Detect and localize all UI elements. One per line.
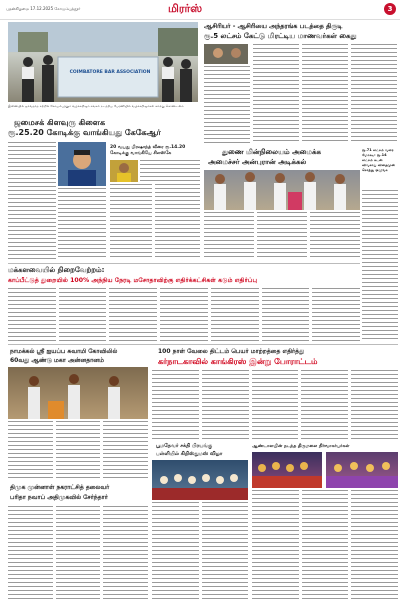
school-article-columns [152, 502, 248, 600]
banner-article-columns [8, 288, 360, 342]
headline-school-line1: பூமதேவர் சக்தி பிரயங்கு [156, 443, 213, 449]
banner-col [109, 288, 157, 342]
temple-photo [8, 367, 148, 419]
inset-text-b [110, 184, 152, 260]
article-ipl-text-col1 [8, 142, 56, 260]
protest-col [301, 370, 348, 440]
photo-caption: இணையில் ஓர்வதந்த சுற்றில் கோயம்புத்தூர் வழக்கறிஞர் சங்கம் நடத்திய பேரணியில் வழக்கறிஞர்கள் கலந்து கொண்டனர். [8, 104, 185, 108]
school-col [202, 502, 249, 600]
blackmail-text-col4 [351, 44, 397, 144]
headline-festival: ஆண்டாளயின் நடந்த திருமலை நிர்வாகர்பர்கள் [252, 444, 350, 449]
festival-photo-2 [326, 452, 398, 488]
headline-dmk-line1: திமுக முன்னாள் நகராட்சித் தலைவர் [10, 484, 110, 491]
divider [8, 344, 398, 345]
blackmail-text-col2 [253, 44, 299, 144]
article-ipl-text-col2 [58, 188, 106, 260]
festival-article-columns [252, 490, 398, 600]
headline-protest-line2: கர்நாடகாவில் காங்கிரஸ் இன்று போராட்டம் [158, 357, 318, 366]
banner-col [211, 288, 259, 342]
festival-col [252, 490, 299, 600]
protest-col [252, 370, 299, 440]
temple-col [103, 421, 148, 481]
temple-col [8, 421, 53, 481]
side-headline-fraud: ரூ.71 லட்சம் வரை மோசடி: ரூ.14 லட்சம் கடன் விவசாய் விதைமுன் சொந்து ஒழுங்க [362, 148, 396, 172]
blackmail-text-col1 [204, 66, 250, 144]
date-line: புதன்கிழமை 17.12.2025 கோயம்புத்தூர் [6, 6, 81, 11]
paper-name: மிரர்ஸ் [168, 2, 203, 15]
blackmail-text-col3 [302, 44, 348, 144]
banner-col [262, 288, 310, 342]
inset-text-c [155, 184, 200, 260]
temple-col [56, 421, 101, 481]
headline-ipl-kkr-line2: ரூ.25.20 கோடிக்கு வாங்கியது கேகேஆர் [8, 128, 161, 137]
school-col [152, 502, 199, 600]
headline-temple-line1: நாமக்கல் ஸ்ரீ ஐயப்ப சுவாமி கோவிலில் [10, 348, 118, 355]
festival-photo-1 [252, 452, 322, 488]
inset-text-a [140, 160, 200, 182]
headline-temple-line2: 60வது ஆண்டு மகா அன்னதானம் [10, 357, 104, 364]
masthead [0, 0, 400, 20]
substation-text-col2 [257, 212, 307, 260]
headline-blackmail-line2: ரூ.5 லட்சம் கேட்டு மிரட்டிய மாணவர்கள் கைது [204, 32, 357, 40]
divider [8, 263, 360, 264]
cricketer-photo [58, 142, 106, 186]
banner-kicker: மக்களவையில் நிறைவேற்றம்: [8, 266, 105, 274]
inset-headline: 20 வயது பிரஷாந்த் வீரை ரூ.14.20 கோடிக்கு வாங்கியே சிஎஸ்கே [110, 145, 186, 156]
headline-school-line2: பள்ளியில் கிறிஸ்துமஸ் விழா [156, 451, 223, 457]
crowd-illustration [8, 22, 198, 102]
headline-ipl-kkr-line1: ஜமைசக் கிளவுரு கிளைக [14, 118, 106, 127]
banner-col [8, 288, 56, 342]
school-photo [152, 460, 248, 500]
substation-text-col3 [310, 212, 360, 260]
substation-photo [204, 170, 360, 210]
headline-blackmail-line1: ஆசிரியர் - ஆசிரியை அந்தரங்க படத்தை திருடி [204, 22, 343, 30]
substation-text-col1 [204, 212, 254, 260]
inset-photo [110, 160, 138, 182]
temple-article-columns [8, 421, 148, 481]
protest-article-columns [152, 370, 398, 440]
headline-substation-line1: துணை மின்நிலையம் அமைக்க [222, 148, 322, 156]
banner-col [59, 288, 107, 342]
dmk-article-columns [8, 506, 148, 600]
headline-dmk-line2: பரிதா நவாப் அதிமுகவில் சேர்ந்தார் [10, 494, 108, 501]
dmk-col [56, 506, 101, 600]
dmk-col [103, 506, 148, 600]
banner-col [312, 288, 360, 342]
protest-col [202, 370, 249, 440]
headline-protest-line1: 100 நாள் வேலை திட்டம் பெயர் மாற்றத்தை எதிர்த்து [158, 348, 305, 355]
dmk-col [8, 506, 53, 600]
banner-headline: காப்பீட்டுத் துறையில் 100% அந்நிய நேரடி மசோதாவிற்கு எதிர்க்கட்சிகள் கடும் எதிர்ப்பு [8, 277, 258, 284]
banner-col [160, 288, 208, 342]
protest-col [351, 370, 398, 440]
photo-banner: COIMBATORE BAR ASSOCIATION [69, 70, 151, 75]
festival-col [351, 490, 398, 600]
headline-substation-line2: அமைச்சர் அன்புரான் அடிக்கல் [208, 158, 307, 166]
side-fraud-text [362, 190, 398, 340]
festival-col [302, 490, 349, 600]
lawyers-rally-photo [8, 22, 198, 102]
protest-col [152, 370, 199, 440]
page-number: 3 [384, 3, 396, 15]
blackmail-photo [204, 44, 248, 64]
